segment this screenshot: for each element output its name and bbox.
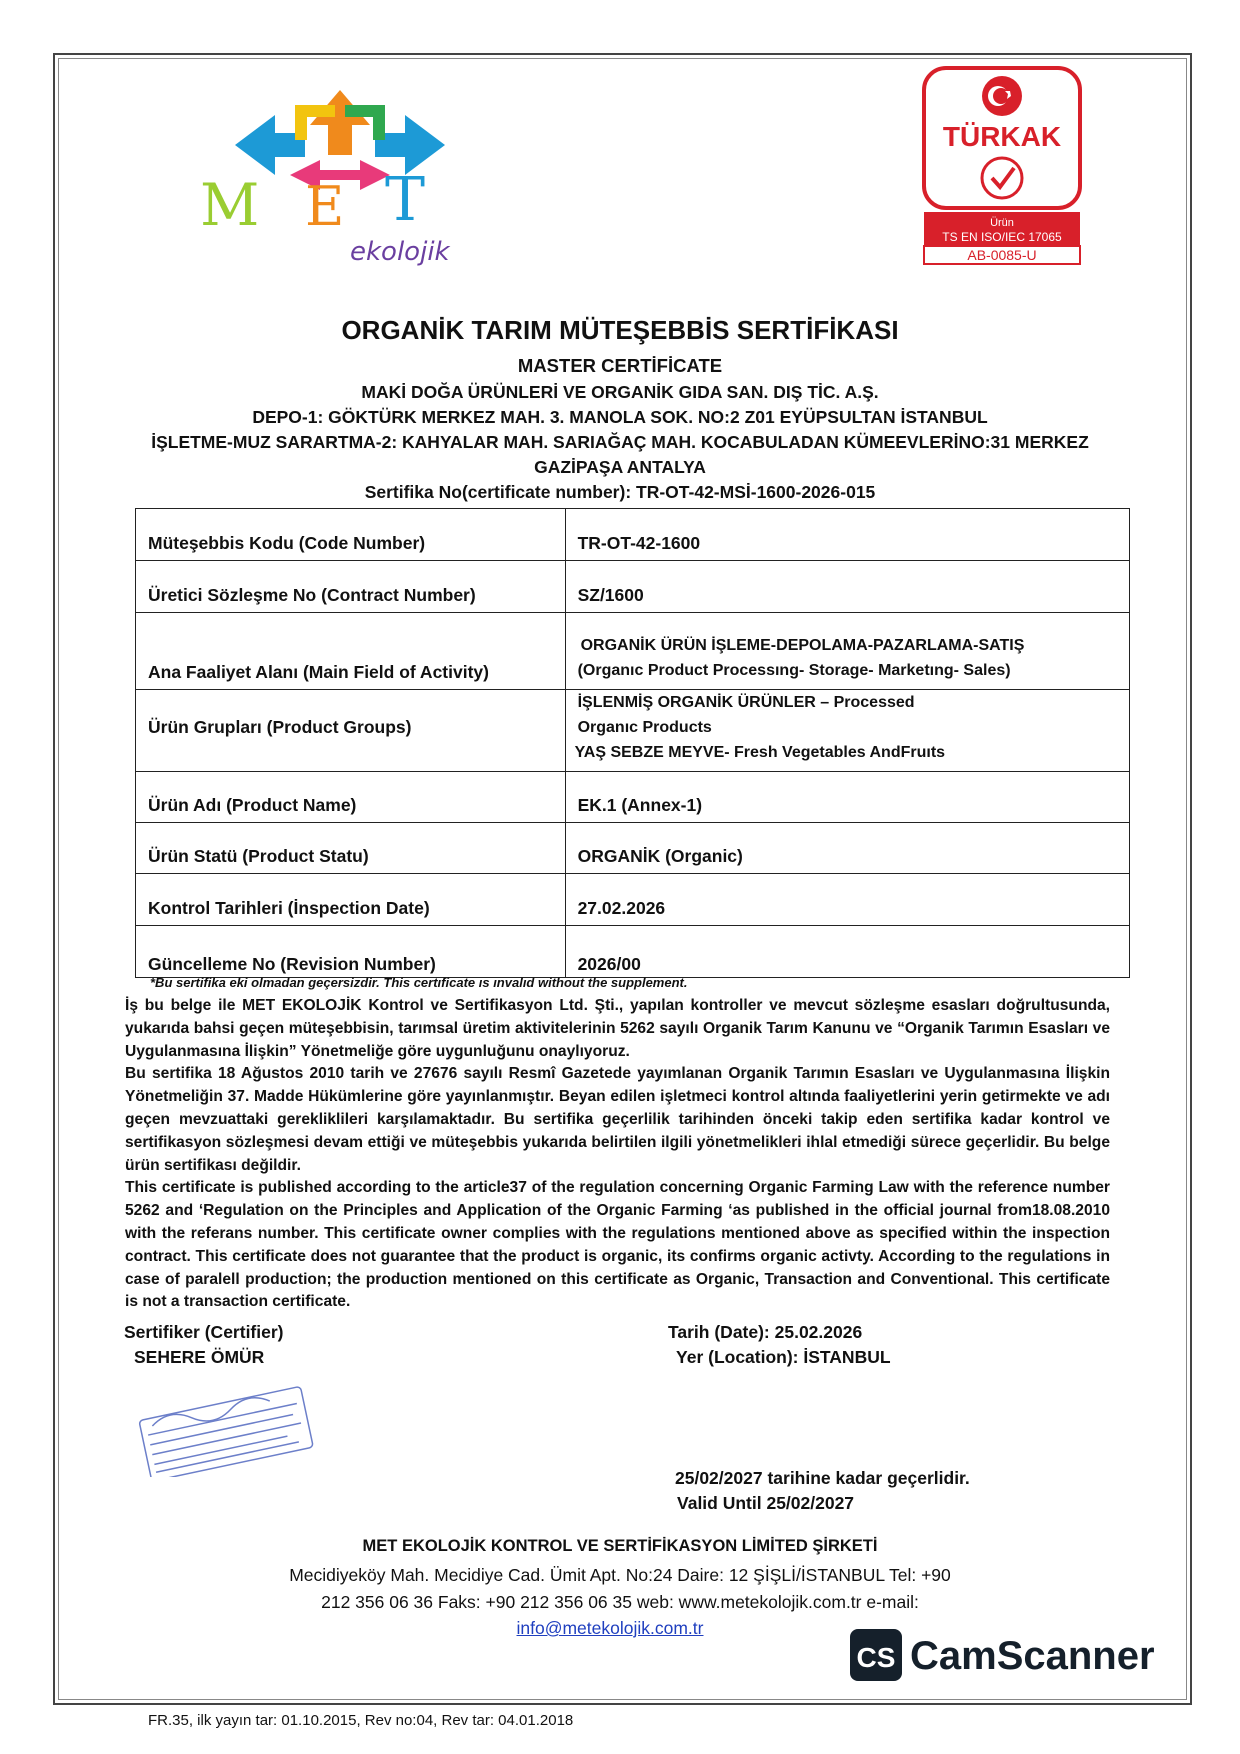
certifier-label: Sertifiker (Certifier) (124, 1322, 284, 1342)
row-value: ORGANİK (Organic) (565, 823, 1129, 874)
value-line: (Organıc Product Processıng- Storage- Marketıng- Sales) (577, 662, 1011, 679)
form-reference: FR.35, ilk yayın tar: 01.10.2015, Rev no:04, Rev tar: 04.01.2018 (148, 1712, 574, 1729)
body-paragraph-tr-2: Bu sertifika 18 Ağustos 2010 tarih ve 27676 sayılı Resmî Gazetede yayımlanan Organik Tarımın Esasları ve Uygulanmasına İlişkin Yönetmeliğin 37. Madde Hükümlerine göre yayınlanmıştır. Beyan edilen işletmeci kontrol altında faaliyetlerini yerin getirmekte ve adı geçen mevzuattaki gerekliklileri karşılamaktadır. Bu sertifika geçerlilik tarihinden önceki takip eden sertifika kadar kontrol ve sertifikasyon sözleşmesi devam ettiği ve müteşebbis yukarıda belirtilen ilgili yönetmelikleri ihlal etmediği sürece geçerlidir. Bu belge ürün sertifikası değildir. (125, 1065, 1110, 1174)
row-value: TR-OT-42-1600 (565, 509, 1129, 561)
certificate-title: ORGANİK TARIM MÜTEŞEBBİS SERTİFİKASI (341, 315, 899, 345)
row-label: Güncelleme No (Revision Number) (136, 926, 566, 978)
turkak-line2: TS EN ISO/IEC 17065 (942, 230, 1062, 244)
row-label: Kontrol Tarihleri (İnspection Date) (136, 874, 566, 926)
row-value: SZ/1600 (565, 561, 1129, 613)
row-value: 27.02.2026 (565, 874, 1129, 926)
turkak-code: AB-0085-U (967, 247, 1037, 263)
row-value: EK.1 (Annex-1) (565, 772, 1129, 823)
value-line: Organıc Products (577, 719, 712, 736)
address-line-1: DEPO-1: GÖKTÜRK MERKEZ MAH. 3. MANOLA SOK. NO:2 Z01 EYÜPSULTAN İSTANBUL (252, 407, 988, 427)
camscanner-watermark (850, 1625, 1180, 1685)
issue-location: Yer (Location): İSTANBUL (676, 1347, 891, 1367)
footer-contact: 212 356 06 36 Faks: +90 212 356 06 35 web: www.metekolojik.com.tr e-mail: (321, 1592, 919, 1612)
row-value: 2026/00 (565, 926, 1129, 978)
row-label: Ürün Statü (Product Statu) (136, 823, 566, 874)
address-line-2a: İŞLETME-MUZ SARARTMA-2: KAHYALAR MAH. SARIAĞAÇ MAH. KOCABULADAN KÜMEEVLERİNO:31 MERKEZ (151, 432, 1089, 452)
company-stamp-icon (135, 1385, 315, 1477)
value-line: YAŞ SEBZE MEYVE- Fresh Vegetables AndFruıts (574, 744, 946, 761)
company-name: MAKİ DOĞA ÜRÜNLERİ VE ORGANİK GIDA SAN. DIŞ TİC. A.Ş. (361, 382, 879, 402)
certificate-body (125, 995, 1110, 1314)
supplement-note: *Bu sertifika eki olmadan geçersizdir. This certıficate ıs ınvalıd without the supplement. (150, 975, 688, 990)
turkak-name: TÜRKAK (942, 121, 1062, 152)
logo-subtitle: ekolojik (350, 237, 450, 267)
certificate-subtitle: MASTER CERTİFİCATE (517, 355, 723, 376)
email-link[interactable]: info@metekolojik.com.tr (516, 1618, 704, 1638)
turkak-line1: Ürün (990, 217, 1014, 229)
camscanner-text: CamScanner (910, 1634, 1155, 1678)
turkak-accreditation-logo (922, 66, 1082, 266)
table-row (136, 874, 1130, 926)
certificate-details-table (135, 508, 1130, 978)
row-label: Müteşebbis Kodu (Code Number) (136, 509, 566, 561)
value-line: ORGANİK ÜRÜN İŞLEME-DEPOLAMA-PAZARLAMA-SATIŞ (580, 637, 1025, 654)
camscanner-badge-text: CS (856, 1642, 896, 1673)
table-row (136, 613, 1130, 690)
table-row (136, 690, 1130, 772)
body-paragraph-en: This certificate is published according to the article37 of the regulation concerning Organic Farming Law with the reference number 5262 and ‘Regulation on the Principles and Application of the Organic Farming ‘as published in the official journal from18.08.2010 with the referans number. This certificate owner complies with the regulations mentioned above as specified within the inspection contract. This certificate does not guarantee that the product is organic, its confirms organic activty. According to the regulations in case of paralell production; the production mentioned on this certificate as Organic, Transaction and Conventional. This certificate is not a transaction certificate. (125, 1179, 1110, 1311)
certifier-name: SEHERE ÖMÜR (134, 1347, 265, 1367)
footer-address: Mecidiyeköy Mah. Mecidiye Cad. Ümit Apt. No:24 Daire: 12 ŞİŞLİ/İSTANBUL Tel: +90 (289, 1565, 951, 1585)
row-value (565, 613, 1129, 690)
table-row (136, 561, 1130, 613)
valid-until-tr: 25/02/2027 tarihine kadar geçerlidir. (675, 1468, 970, 1488)
body-paragraph-tr-1: İş bu belge ile MET EKOLOJİK Kontrol ve Sertifikasyon Ltd. Şti., yapılan kontroller ve mevcut sözleşme esasları doğrultusunda, yukarıda bahsi geçen müteşebbisin, tarımsal üretim aktivitelerinin 5262 sayılı Organik Tarım Kanunu ve “Organik Tarımın Esasları ve Uygulanmasına İlişkin” Yönetmeliğe göre uygunluğunu onaylıyoruz. (125, 997, 1110, 1060)
row-label: Üretici Sözleşme No (Contract Number) (136, 561, 566, 613)
valid-until-en: Valid Until 25/02/2027 (677, 1493, 855, 1513)
row-label: Ana Faaliyet Alanı (Main Field of Activity) (136, 613, 566, 690)
table-row (136, 772, 1130, 823)
logo-letter-e: E (305, 175, 345, 238)
row-label: Ürün Adı (Product Name) (136, 772, 566, 823)
row-label: Ürün Grupları (Product Groups) (136, 690, 566, 772)
logo-letter-t: T (385, 165, 426, 235)
footer-company: MET EKOLOJİK KONTROL VE SERTİFİKASYON LİMİTED ŞİRKETİ (362, 1537, 878, 1555)
issue-date: Tarih (Date): 25.02.2026 (668, 1322, 863, 1342)
row-value (565, 690, 1129, 772)
table-row (136, 823, 1130, 874)
address-line-2b: GAZİPAŞA ANTALYA (534, 457, 706, 477)
met-ekolojik-logo (195, 85, 485, 270)
certificate-number: Sertifika No(certificate number): TR-OT-42-MSİ-1600-2026-015 (364, 482, 876, 502)
table-row (136, 926, 1130, 978)
table-row (136, 509, 1130, 561)
value-line: İŞLENMİŞ ORGANİK ÜRÜNLER – Processed (577, 694, 915, 711)
logo-letter-m: M (200, 171, 260, 239)
